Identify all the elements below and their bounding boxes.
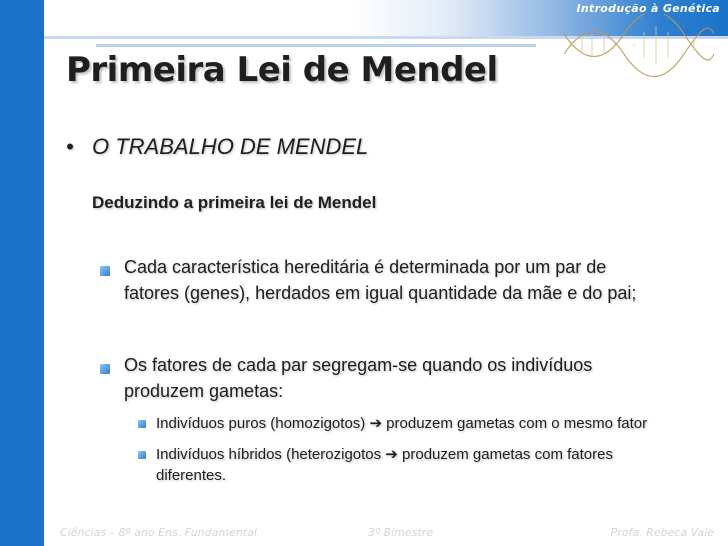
- subpoint-2-line-1: Indivíduos híbridos (heterozigotos ➔ produzem gametas com fatores: [156, 446, 613, 463]
- footer-teacher: Profa. Rebeca Vale: [610, 526, 714, 539]
- footer-term: 3º Bimestre: [368, 526, 434, 539]
- slide-title: Primeira Lei de Mendel: [66, 50, 498, 90]
- subpoint-2: [156, 444, 613, 486]
- main-bullet-text: O TRABALHO DE MENDEL: [92, 134, 369, 159]
- dna-helix-icon: [564, 14, 714, 78]
- point-1-line-2: fatores (genes), herdados em igual quantidade da mãe e do pai;: [124, 283, 637, 303]
- bullet-dot-icon: •: [66, 134, 74, 159]
- footer-course: Ciências – 8º ano Ens. Fundamental: [60, 526, 257, 539]
- title-accent-line: [96, 44, 536, 47]
- square-bullet-icon: [100, 364, 110, 374]
- subpoint-1: [156, 413, 647, 434]
- left-accent-bar: [0, 0, 44, 546]
- subheading: Deduzindo a primeira lei de Mendel: [92, 193, 377, 212]
- subpoint-1-line-1: Indivíduos puros (homozigotos) ➔ produzem gametas com o mesmo fator: [156, 415, 648, 432]
- point-2: [124, 352, 592, 404]
- square-bullet-icon: [100, 266, 110, 276]
- point-1-line-1: Cada característica hereditária é determinada por um par de: [124, 257, 607, 277]
- point-2-line-2: produzem gametas:: [124, 381, 284, 401]
- square-bullet-icon: [138, 451, 146, 459]
- course-title: Introdução à Genética: [576, 2, 720, 15]
- point-2-line-1: Os fatores de cada par segregam-se quando os indivíduos: [124, 355, 593, 375]
- square-bullet-icon: [138, 420, 146, 428]
- point-1: [124, 254, 636, 306]
- subpoint-2-line-2: diferentes.: [156, 467, 227, 484]
